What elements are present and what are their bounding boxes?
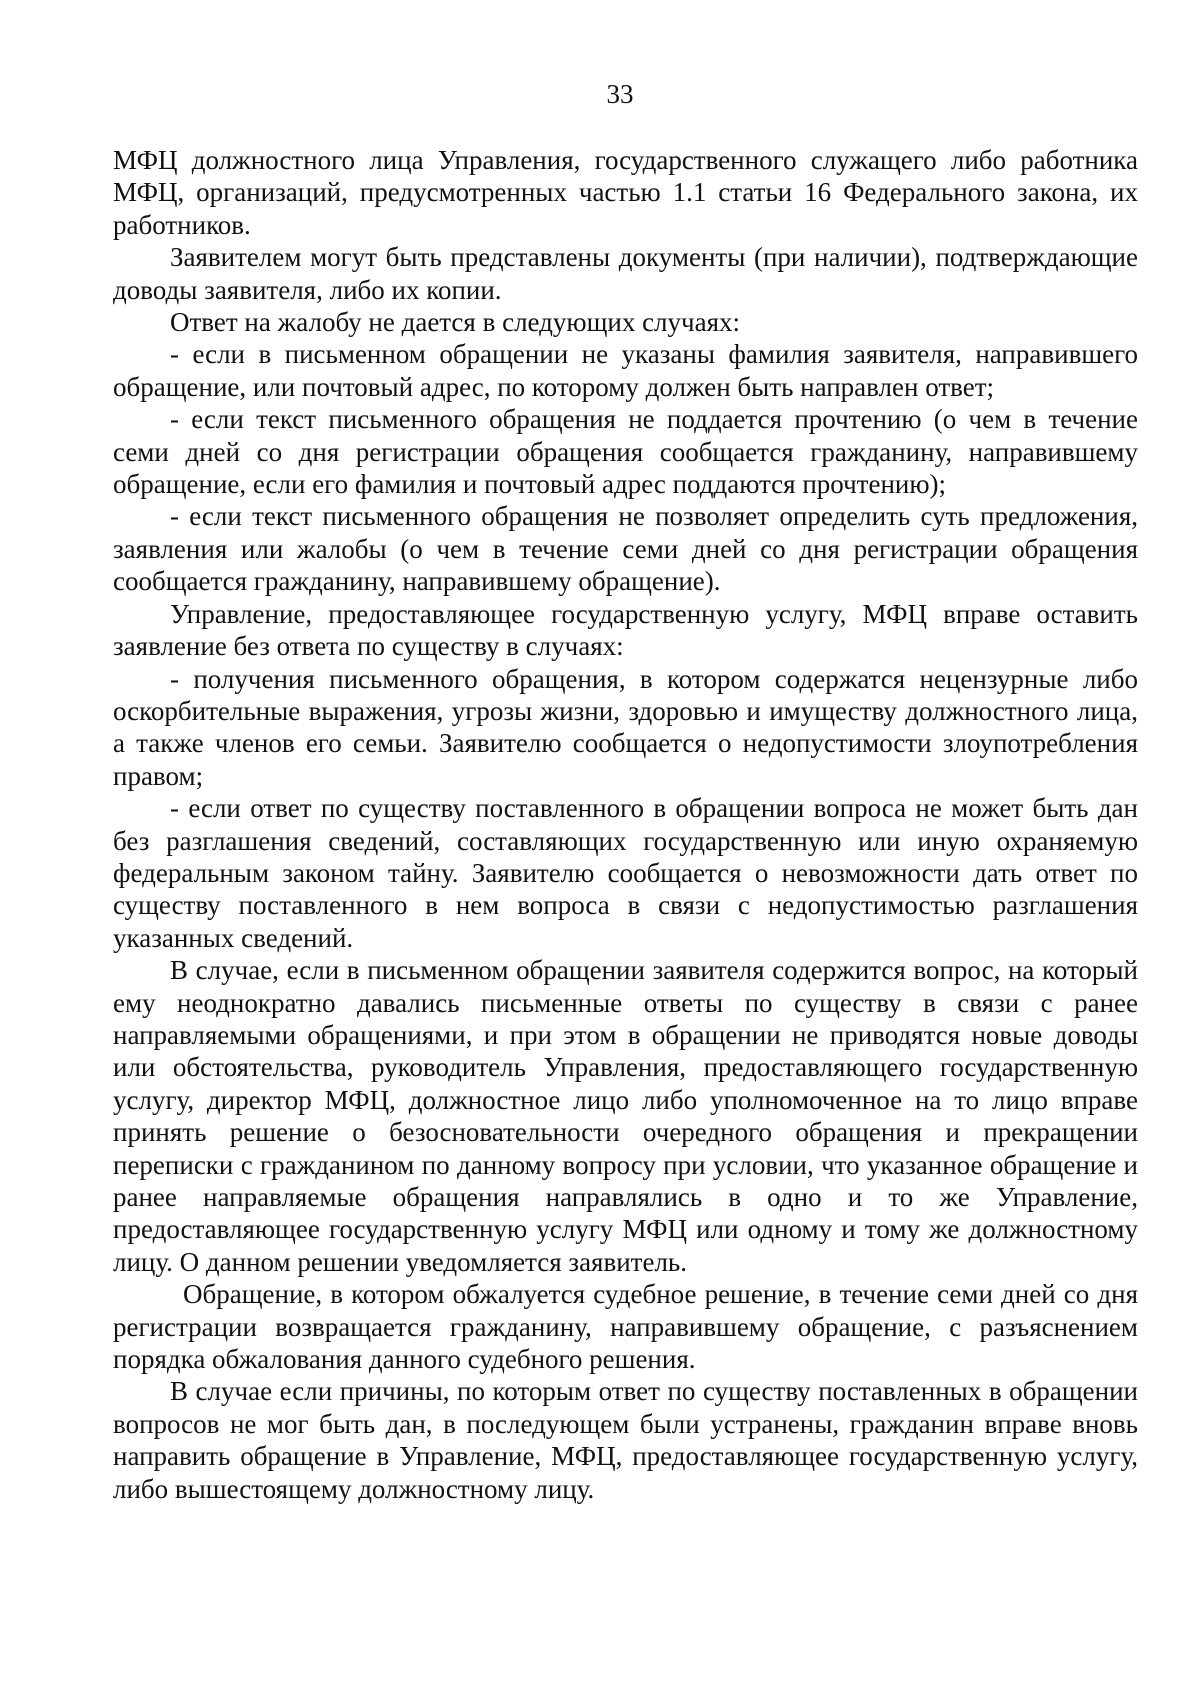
page-number: 33 <box>606 79 634 109</box>
paragraph-no-answer-cases: Ответ на жалобу не дается в следующих случаях: <box>170 307 741 338</box>
paragraph-leave-without-answer: Управление, предоставляющее государственную услугу, МФЦ вправе оставить заявление без ответа по существу в случаях: <box>113 598 1138 662</box>
paragraph-resubmission: В случае если причины, по которым ответ по существу поставленных в обращении вопросов не мог быть дан, в последующем были устранены, гражданин вправе вновь направить обращение в Управление, МФЦ, предоставляющее государственную услугу, либо вышестоящему должностному лицу. <box>113 1376 1138 1504</box>
list-item-no-essence: - если текст письменного обращения не позволяет определить суть предложения, заявления или жалобы (о чем в течение семи дней со дня регистрации обращения сообщается гражданину, направившему обращение). <box>113 501 1138 597</box>
list-item-obscene: - получения письменного обращения, в котором содержатся нецензурные либо оскорбительные выражения, угрозы жизни, здоровью и имуществу должностного лица, а также членов его семьи. Заявителю сообщается о недопустимости злоупотребления правом; <box>113 663 1138 791</box>
paragraph-documents: Заявителем могут быть представлены документы (при наличии), подтверждающие доводы заявителя, либо их копии. <box>113 242 1138 305</box>
document-body <box>113 144 1138 1505</box>
list-item-unreadable: - если текст письменного обращения не поддается прочтению (о чем в течение семи дней со дня регистрации обращения сообщается гражданину, направившему обращение, если его фамилия и почтовый адрес поддаются прочтению); <box>113 404 1138 500</box>
list-item-secret: - если ответ по существу поставленного в обращении вопроса не может быть дан без разглашения сведений, составляющих государственную или иную охраняемую федеральным законом тайну. Заявителю сообщается о невозможности дать ответ по существу поставленного в нем вопроса в связи с недопустимостью разглашения указанных сведений. <box>113 793 1138 953</box>
paragraph-repeated-appeal: В случае, если в письменном обращении заявителя содержится вопрос, на который ему неоднократно давались письменные ответы по существу в связи с ранее направляемыми обращениями, и при этом в обращении не приводятся новые доводы или обстоятельства, руководитель Управления, предоставляющего государственную услугу, директор МФЦ, должностное лицо либо уполномоченное на то лицо вправе принять решение о безосновательности очередного обращения и прекращении переписки с гражданином по данному вопросу при условии, что указанное обращение и ранее направляемые обращения направлялись в одно и то же Управление, предоставляющее государственную услугу МФЦ или одному и тому же должностному лицу. О данном решении уведомляется заявитель. <box>113 955 1138 1277</box>
paragraph-court-decision: Обращение, в котором обжалуется судебное решение, в течение семи дней со дня регистрации возвращается гражданину, направившему обращение, с разъяснением порядка обжалования данного судебного решения. <box>113 1279 1138 1375</box>
paragraph-continuation: МФЦ должностного лица Управления, государственного служащего либо работника МФЦ, организаций, предусмотренных частью 1.1 статьи 16 Федерального закона, их работников. <box>113 145 1138 240</box>
list-item-no-surname: - если в письменном обращении не указаны фамилия заявителя, направившего обращение, или почтовый адрес, по которому должен быть направлен ответ; <box>113 339 1138 402</box>
